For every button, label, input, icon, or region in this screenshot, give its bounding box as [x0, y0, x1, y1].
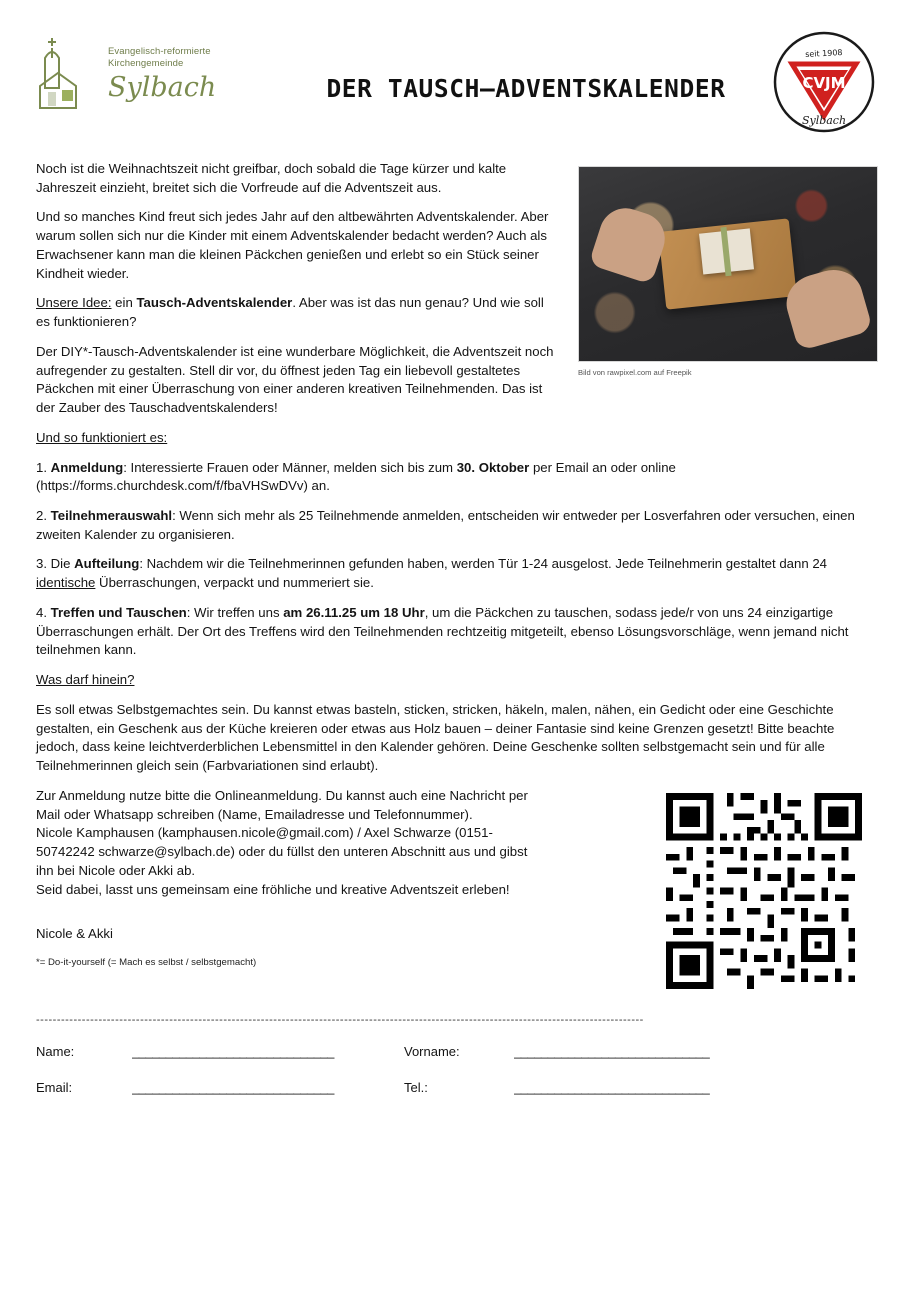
input-vorname[interactable]: _____________________________: [514, 1043, 710, 1059]
qr-code-block[interactable]: [666, 793, 862, 995]
church-logo-text: [108, 32, 216, 101]
qr-code-icon[interactable]: [666, 793, 862, 989]
contents-heading: Was darf hinein?: [36, 672, 135, 688]
cvjm-logo-icon: [772, 30, 876, 134]
svg-text:CVJM: CVJM: [802, 74, 846, 92]
intro-paragraph-1: Noch ist die Weihnachtszeit nicht greifbar, doch sobald die Tage kürzer und kalte Jahreszeit einzieht, breitet sich die Vorfreude auf die Adventszeit aus.: [36, 161, 507, 195]
idea-text-b: . Aber was ist das nun genau? Und wie soll es funktionieren?: [36, 295, 544, 330]
form-row-email: [36, 1079, 876, 1097]
label-vorname: Vorname:: [404, 1043, 460, 1059]
step4-text-b: , um die Päckchen zu tauschen, sodass jede/r von uns 24 einzigartige Überraschungen erhält. Der Ort des Treffens wird den Teilnehmenden rechtzeitig mitgeteilt, ebenso Lösungsvorschläge, wenn jemand nicht teilnehmen kann.: [36, 604, 849, 658]
step4-number: 4.: [36, 604, 51, 620]
step2-bold: Teilnehmerauswahl: [50, 508, 173, 524]
page-header: [36, 28, 876, 146]
idea-bold: Tausch-Adventskalender: [136, 295, 293, 311]
input-email[interactable]: ______________________________: [132, 1080, 334, 1096]
step3-tail: Überraschungen, verpackt und nummeriert sie.: [95, 575, 374, 591]
contact-line-2: Mail oder Whatsapp schreiben (Name, Emailadresse und Telefonnummer).: [36, 806, 473, 822]
intro-paragraph-2: Und so manches Kind freut sich jedes Jahr auf den altbewährten Adventskalender. Aber warum sollen sich nur die Kinder mit einem Adventskalender bedacht werden? Auch als Erwachsener kann man die kleinen Päckchen genießen und erlebt so ein Stück seiner Kindheit wieder.: [36, 209, 549, 281]
howto-step-1: [36, 459, 876, 496]
photo-credit: Bild von rawpixel.com auf Freepik: [578, 368, 692, 377]
signature: Nicole & Akki: [36, 926, 113, 942]
contact-line-6: Seid dabei, lasst uns gemeinsam eine fröhliche und kreative Adventszeit erleben!: [36, 881, 510, 897]
input-tel[interactable]: _____________________________: [514, 1080, 710, 1096]
cvjm-logo: [766, 28, 876, 134]
intro-paragraph-4: Der DIY*-Tausch-Adventskalender ist eine wunderbare Möglichkeit, die Adventszeit noch aufregender zu gestalten. Stell dir vor, du öffnest jeden Tag ein liebevoll gestaltetes Päckchen mit einer Überraschung von einer anderen kreativen Teilnehmenden. Das ist der Zauber des Tauschadventskalenders!: [36, 343, 554, 416]
intro-section: [36, 160, 876, 429]
photo-block: [578, 166, 876, 379]
step4-datetime: am 26.11.25 um 18 Uhr: [283, 604, 425, 620]
howto-heading: Und so funktioniert es:: [36, 429, 168, 445]
footnote: *= Do-it-yourself (= Mach es selbst / selbstgemacht): [36, 956, 257, 968]
step2-text: : Wenn sich mehr als 25 Teilnehmende anmelden, entscheiden wir entweder per Losverfahren oder versuchen, einen zweiten Kalender zu organisieren.: [36, 508, 855, 542]
church-icon: [36, 32, 102, 110]
church-name-line2: Kirchengemeinde: [108, 57, 184, 69]
step3-bold: Aufteilung: [74, 556, 140, 572]
label-tel: Tel.:: [404, 1080, 428, 1096]
flyer-body: [36, 160, 876, 1097]
svg-text:Sylbach: Sylbach: [801, 114, 847, 127]
step1-bold: Anmeldung: [50, 459, 124, 475]
form-row-name: [36, 1043, 876, 1061]
howto-step-2: [36, 507, 876, 544]
step1-text-a: : Interessierte Frauen oder Männer, melden sich bis zum: [123, 459, 457, 475]
contact-line-5: ihn bei Nicole oder Akki ab.: [36, 862, 196, 878]
step3-underlined: identische: [36, 575, 96, 591]
idea-text-a: ein: [111, 295, 137, 311]
signup-form: [36, 1043, 876, 1098]
step2-number: 2.: [36, 508, 51, 524]
howto-step-3: [36, 555, 876, 592]
svg-text:seit 1908: seit 1908: [804, 48, 843, 59]
step4-text-a: : Wir treffen uns: [186, 604, 284, 620]
howto-step-4: [36, 604, 876, 660]
contact-section: [36, 787, 876, 1001]
step3-text: : Nachdem wir die Teilnehmerinnen gefunden haben, werden Tür 1-24 ausgelost. Jede Teilnehmerin gestaltet dann 24: [139, 556, 827, 572]
input-name[interactable]: ______________________________: [132, 1043, 334, 1059]
idea-label: Unsere Idee:: [36, 295, 112, 311]
church-logo: [36, 28, 286, 110]
contact-line-4: 50742242 schwarze@sylbach.de) oder du füllst den unteren Abschnitt aus und gibst: [36, 844, 528, 860]
label-email: Email:: [36, 1080, 73, 1096]
contents-text: Es soll etwas Selbstgemachtes sein. Du kannst etwas basteln, sticken, stricken, häkeln, malen, nähen, ein Gedicht oder eine Geschichte gestalten, ein Geschenk aus der Küche kreieren oder etwas aus Holz bauen – deiner Fantasie sind keine Grenzen gesetzt! Bitte beachte jedoch, dass keine leichtverderblichen Lebensmittel in den Kalender gehören. Deine Geschenke sollten selbstgemacht sein und für alle Teilnehmerinnen gleich sein (Farbvariationen sind erlaubt).: [36, 701, 835, 774]
contact-line-3: Nicole Kamphausen (kamphausen.nicole@gmail.com) / Axel Schwarze (0151-: [36, 825, 493, 841]
step4-bold: Treffen und Tauschen: [50, 604, 187, 620]
step3-number: 3. Die: [36, 556, 75, 572]
label-name: Name:: [36, 1043, 75, 1059]
church-name-line1: Evangelisch-reformierte: [108, 46, 211, 57]
step1-deadline: 30. Oktober: [456, 459, 530, 475]
contact-line-1: Zur Anmeldung nutze bitte die Onlineanmeldung. Du kannst auch eine Nachricht per: [36, 787, 528, 803]
gift-photo: [578, 166, 878, 362]
step1-text-b: per Email an oder online (https://forms.churchdesk.com/f/fbaVHSwDVv) an.: [36, 459, 676, 494]
step1-number: 1.: [36, 459, 51, 475]
tear-off-divider: --------------------------------------------------------------------------------------------------------------------------------------------------: [36, 1013, 644, 1026]
church-brand: Sylbach: [108, 71, 217, 103]
page-title: DER TAUSCH—ADVENTSKALENDER: [326, 74, 726, 103]
